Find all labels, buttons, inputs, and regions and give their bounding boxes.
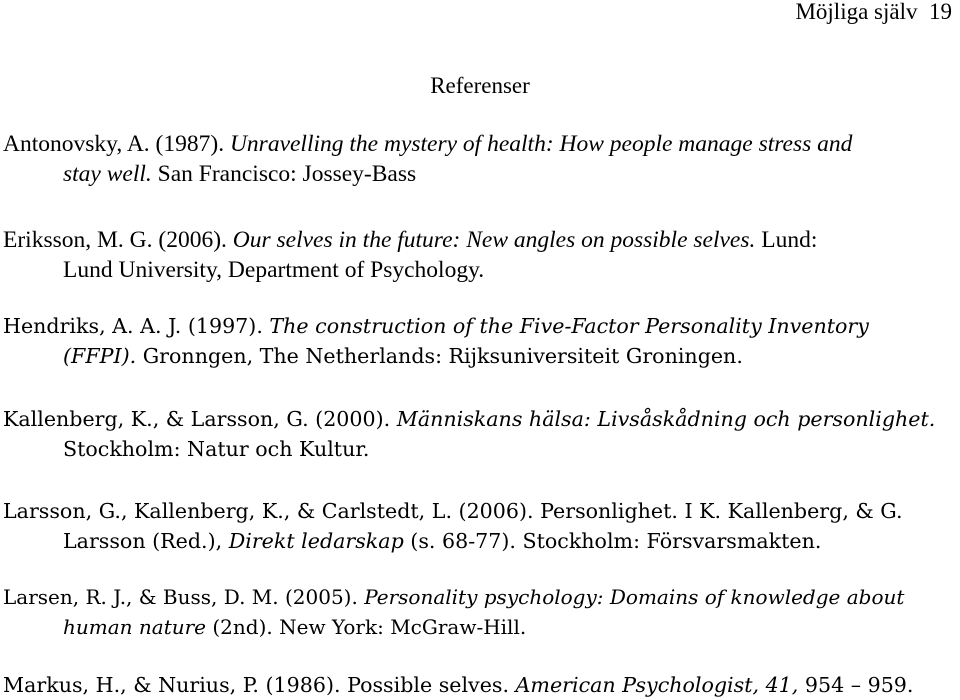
reference-entry [3,225,953,285]
reference-authors: Hendriks, A. A. J. (1997). [3,314,270,338]
reference-title: Personality psychology: Domains of knowledge about [364,585,905,609]
reference-entry [3,311,953,371]
reference-title: Människans hälsa: Livsåskådning och personlighet. [396,407,936,431]
reference-title: Direkt ledarskap [228,529,404,553]
reference-place: Lund: [755,227,818,253]
reference-publisher: San Francisco: Jossey-Bass [151,161,417,187]
reference-publisher: (2nd). New York: McGraw-Hill. [206,615,527,639]
reference-entry [3,582,953,642]
reference-title: Our selves in the future: New angles on possible selves. [232,227,756,253]
running-head-title: Möjliga själv [795,0,918,24]
reference-authors: Eriksson, M. G. (2006). [3,227,233,253]
reference-authors: Larsen, R. J., & Buss, D. M. (2005). [3,585,365,609]
page-number: 19 [929,0,952,24]
reference-publisher: Gronngen, The Netherlands: Rijksuniversiteit Groningen. [136,344,743,368]
reference-journal: American Psychologist, 41, [515,673,799,697]
reference-editors: Larsson (Red.), [63,529,229,553]
reference-authors: Larsson, G., Kallenberg, K., & Carlstedt, L. (2006). Personlighet. I K. Kallenberg, & G. [3,499,903,523]
reference-title: The construction of the Five-Factor Personality Inventory [269,314,869,338]
reference-title: Unravelling the mystery of health: How people manage stress and [229,131,853,157]
reference-publisher: Stockholm: Natur och Kultur. [63,437,370,461]
reference-authors: Antonovsky, A. (1987). [3,131,230,157]
running-head [795,0,952,25]
reference-entry [3,129,953,189]
reference-entry [3,496,953,556]
reference-authors: Kallenberg, K., & Larsson, G. (2000). [3,407,397,431]
reference-title-cont: human nature [63,615,207,639]
reference-publisher: (s. 68-77). Stockholm: Försvarsmakten. [403,529,822,553]
reference-title-cont: (FFPI). [63,344,137,368]
reference-entry [3,670,953,700]
reference-pages: 954 – 959. [798,673,914,697]
section-heading: Referenser [430,73,530,98]
reference-authors: Markus, H., & Nurius, P. (1986). Possible selves. [3,673,516,697]
reference-entry [3,404,953,464]
reference-title-cont: stay well. [63,161,152,187]
reference-publisher: Lund University, Department of Psychology. [63,257,485,283]
